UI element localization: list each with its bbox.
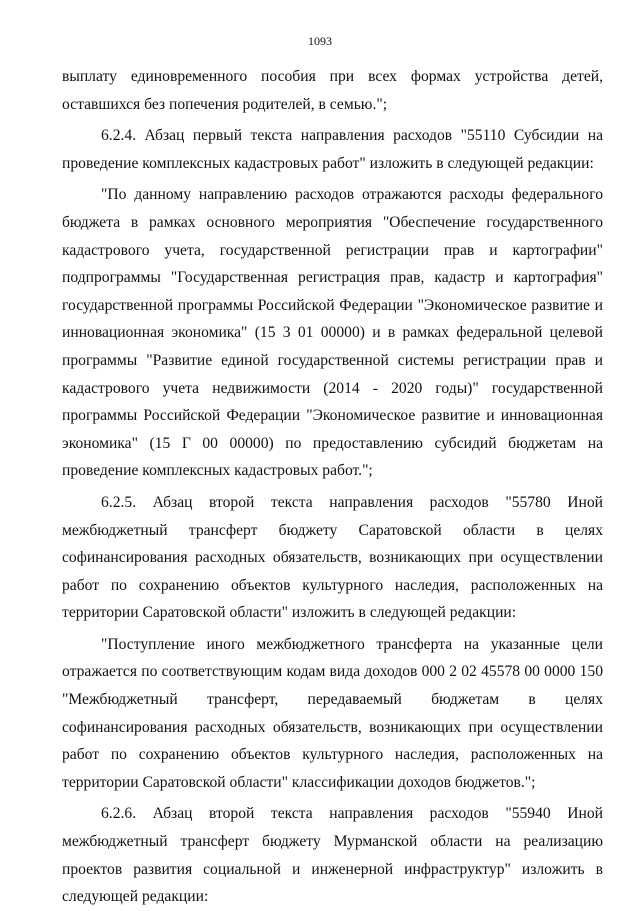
page-number: 1093 — [308, 34, 332, 48]
paragraph-6-2-4: 6.2.4. Абзац первый текста направления расходов "55110 Субсидии на проведение комплексных кадастровых работ" изложить в следующей редакции: — [62, 127, 603, 172]
paragraph-6-2-4-quote: "По данному направлению расходов отражаются расходы федерального бюджета в рамках основного мероприятия "Обеспечение государственного кадастрового учета, государственной регистрации прав и картографии" подпрограммы "Государственная регистрация прав, кадастр и картография" государственной программы Российской Федерации "Экономическое развитие и инновационная экономика" (15 3 01 00000) и в рамках федеральной целевой программы "Развитие единой государственной системы регистрации прав и кадастрового учета недвижимости (2014 - 2020 годы)" государственной программы Российской Федерации "Экономическое развитие и инновационная экономика" (15 Г 00 00000) по предоставлению субсидий бюджетам на проведение комплексных кадастровых работ."; — [62, 186, 603, 480]
paragraph-continuation: выплату единовременного пособия при всех формах устройства детей, оставшихся без попечения родителей, в семью."; — [62, 68, 603, 113]
paragraph-6-2-5-quote: "Поступление иного межбюджетного трансферта на указанные цели отражается по соответствующим кодам вида доходов 000 2 02 45578 00 0000 150 "Межбюджетный трансферт, передаваемый бюджетам в целях софинансирования расходных обязательств, возникающих при осуществлении работ по сохранению объектов культурного наследия, расположенных на территории Саратовской области" классификации доходов бюджетов."; — [62, 635, 603, 791]
document-body — [62, 63, 603, 911]
paragraph-6-2-5: 6.2.5. Абзац второй текста направления расходов "55780 Иной межбюджетный трансферт бюджету Саратовской области в целях софинансирования расходных обязательств, возникающих при осуществлении работ по сохранению объектов культурного наследия, расположенных на территории Саратовской области" изложить в следующей редакции: — [62, 493, 603, 622]
paragraph-6-2-6: 6.2.6. Абзац второй текста направления расходов "55940 Иной межбюджетный трансферт бюджету Мурманской области на реализацию проектов развития социальной и инженерной инфраструктур" изложить в следующей редакции: — [62, 805, 603, 906]
